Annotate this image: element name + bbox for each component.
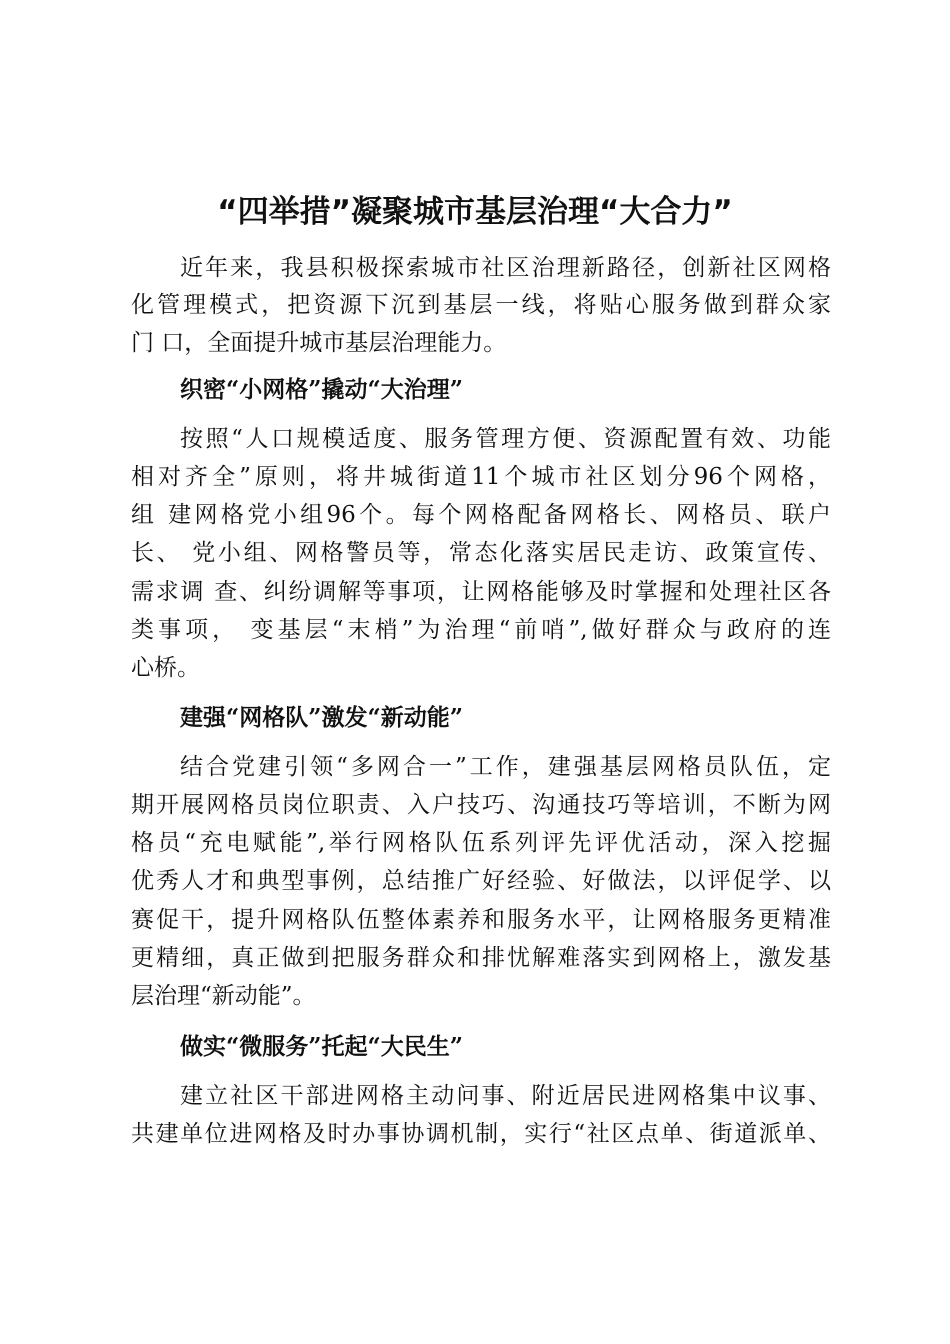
- section-1-line-7: 心桥。: [131, 655, 200, 681]
- section-1-line-4: 长、 党小组、网格警员等，常态化落实居民走访、政策宣传、: [131, 540, 831, 566]
- section-1-line-6: 类事项， 变基层“末梢”为治理“前哨”,做好群众与政府的连: [131, 617, 831, 643]
- section-2-line-6: 更精细，真正做到把服务群众和排忧解难落实到网格上，激发基: [131, 945, 831, 971]
- section-3-line-2: 共建单位进网格及时办事协调机制，实行“社区点单、街道派单、: [131, 1121, 831, 1147]
- section-3-heading: 做实“微服务”托起“大民生”: [180, 1033, 463, 1060]
- section-2-line-2: 期开展网格员岗位职责、入户技巧、沟通技巧等培训，不断为网: [131, 792, 831, 818]
- section-1-line-5: 需求调 查、纠纷调解等事项，让网格能够及时掌握和处理社区各: [131, 579, 831, 605]
- section-3-line-1: 建立社区干部进网格主动问事、附近居民进网格集中议事、: [180, 1083, 831, 1109]
- section-1-line-2: 相对齐全”原则，将井城街道11个城市社区划分96个网格，: [131, 464, 831, 490]
- section-2-line-3: 格员“充电赋能”,举行网格队伍系列评先评优活动，深入挖掘: [131, 830, 831, 856]
- intro-line-1: 近年来，我县积极探索城市社区治理新路径，创新社区网格: [180, 255, 831, 281]
- section-1-line-1: 按照“人口规模适度、服务管理方便、资源配置有效、功能: [180, 426, 831, 452]
- section-2-line-5: 赛促干，提升网格队伍整体素养和服务水平，让网格服务更精准: [131, 907, 831, 933]
- section-1-line-3: 组 建网格党小组96个。每个网格配备网格长、网格员、联户: [131, 502, 831, 528]
- section-2-line-4: 优秀人才和典型事例，总结推广好经验、好做法，以评促学、以: [131, 868, 831, 894]
- section-2-line-7: 层治理“新动能”。: [131, 983, 316, 1009]
- section-1-heading: 织密“小网格”撬动“大治理”: [180, 376, 463, 403]
- section-2-heading: 建强“网格队”激发“新动能”: [180, 704, 463, 731]
- intro-line-2: 化管理模式，把资源下沉到基层一线，将贴心服务做到群众家: [131, 292, 831, 318]
- document-title: “四举措”凝聚城市基层治理“大合力”: [217, 194, 733, 230]
- intro-line-3: 门 口，全面提升城市基层治理能力。: [131, 330, 507, 356]
- section-2-line-1: 结合党建引领“多网合一”工作，建强基层网格员队伍，定: [180, 754, 831, 780]
